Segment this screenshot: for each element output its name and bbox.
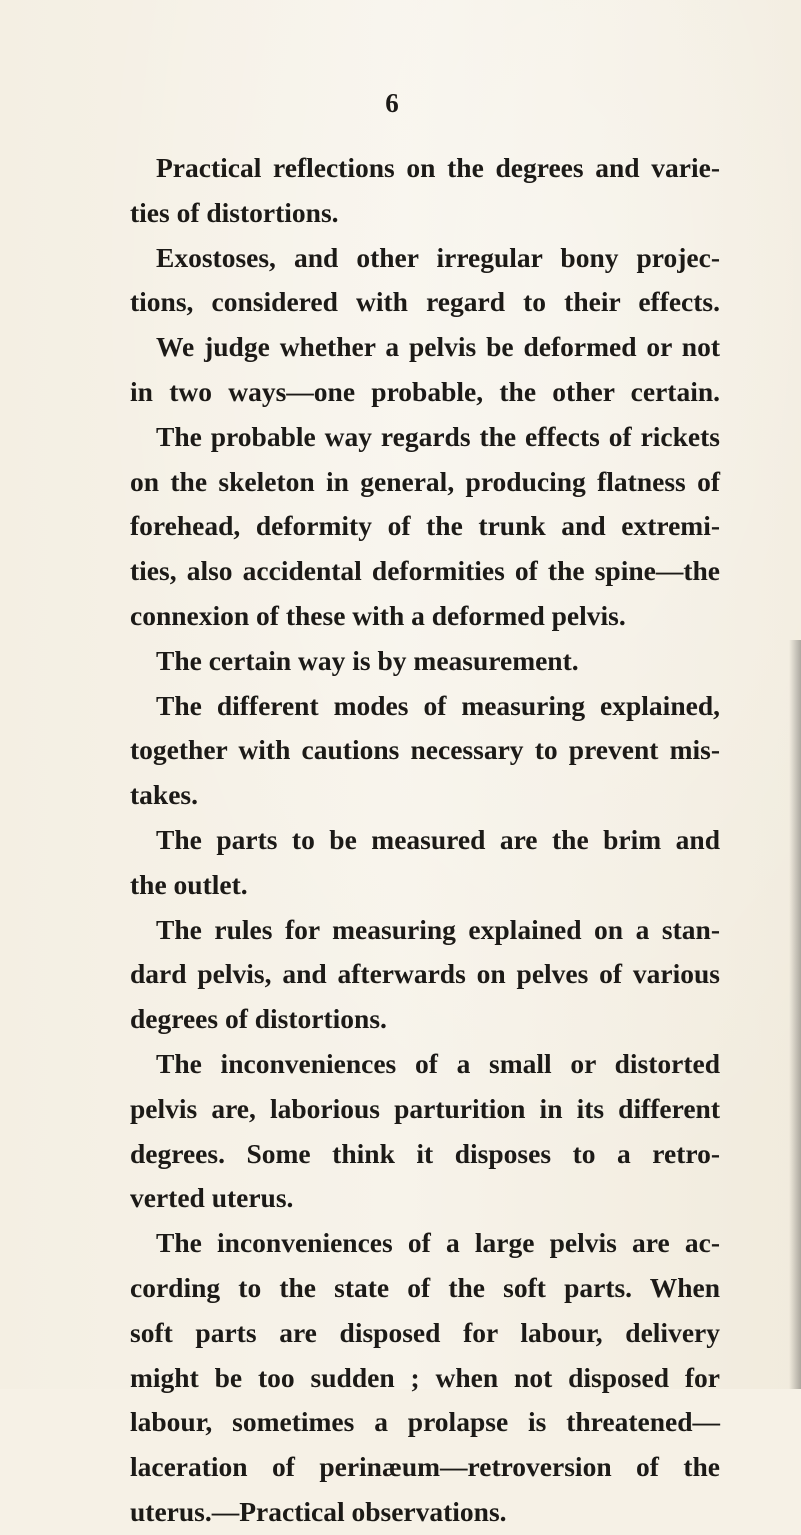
text-line: The certain way is by measurement.: [156, 644, 579, 676]
text-line: ties of distortions.: [130, 196, 339, 228]
text-line: laceration of perinæum—retroversion of the: [130, 1451, 720, 1483]
text-line: The probable way regards the effects of rickets: [156, 420, 720, 452]
text-line: uterus.—Practical observations.: [130, 1495, 507, 1527]
text-line: Practical reflections on the degrees and varie-: [156, 152, 720, 183]
page-edge-shadow: [789, 640, 801, 1389]
page-number: 6: [385, 88, 399, 118]
text-line: The parts to be measured are the brim and: [156, 823, 720, 855]
text-line: Exostoses, and other irregular bony projec-: [156, 241, 720, 273]
text-line: The different modes of measuring explained,: [156, 689, 720, 721]
text-line: takes.: [130, 779, 198, 811]
text-line: the outlet.: [130, 868, 248, 900]
text-line: verted uterus.: [130, 1182, 294, 1214]
text-line: cording to the state of the soft parts. When: [130, 1271, 720, 1303]
text-line: forehead, deformity of the trunk and extremi-: [130, 510, 720, 542]
text-line: tions, considered with regard to their effects.: [130, 286, 720, 318]
text-line: on the skeleton in general, producing flatness of: [130, 465, 720, 497]
body-text: [130, 146, 720, 1535]
text-line: soft parts are disposed for labour, delivery: [130, 1316, 720, 1348]
text-line: We judge whether a pelvis be deformed or not: [156, 331, 720, 363]
text-line: connexion of these with a deformed pelvis.: [130, 599, 626, 631]
text-line: degrees. Some think it disposes to a retro-: [130, 1137, 720, 1169]
text-line: labour, sometimes a prolapse is threatened—: [130, 1406, 720, 1438]
text-line: ties, also accidental deformities of the spine—the: [130, 555, 720, 587]
text-line: pelvis are, laborious parturition in its different: [130, 1092, 720, 1124]
text-line: The inconveniences of a small or distorted: [156, 1047, 720, 1079]
text-line: might be too sudden ; when not disposed for: [130, 1361, 720, 1393]
text-line: dard pelvis, and afterwards on pelves of various: [130, 958, 720, 990]
text-line: together with cautions necessary to prevent mis-: [130, 734, 720, 766]
text-line: The inconveniences of a large pelvis are ac-: [156, 1227, 720, 1259]
text-line: The rules for measuring explained on a stan-: [156, 913, 720, 945]
text-line: degrees of distortions.: [130, 1003, 387, 1035]
text-line: in two ways—one probable, the other certain.: [130, 375, 720, 407]
